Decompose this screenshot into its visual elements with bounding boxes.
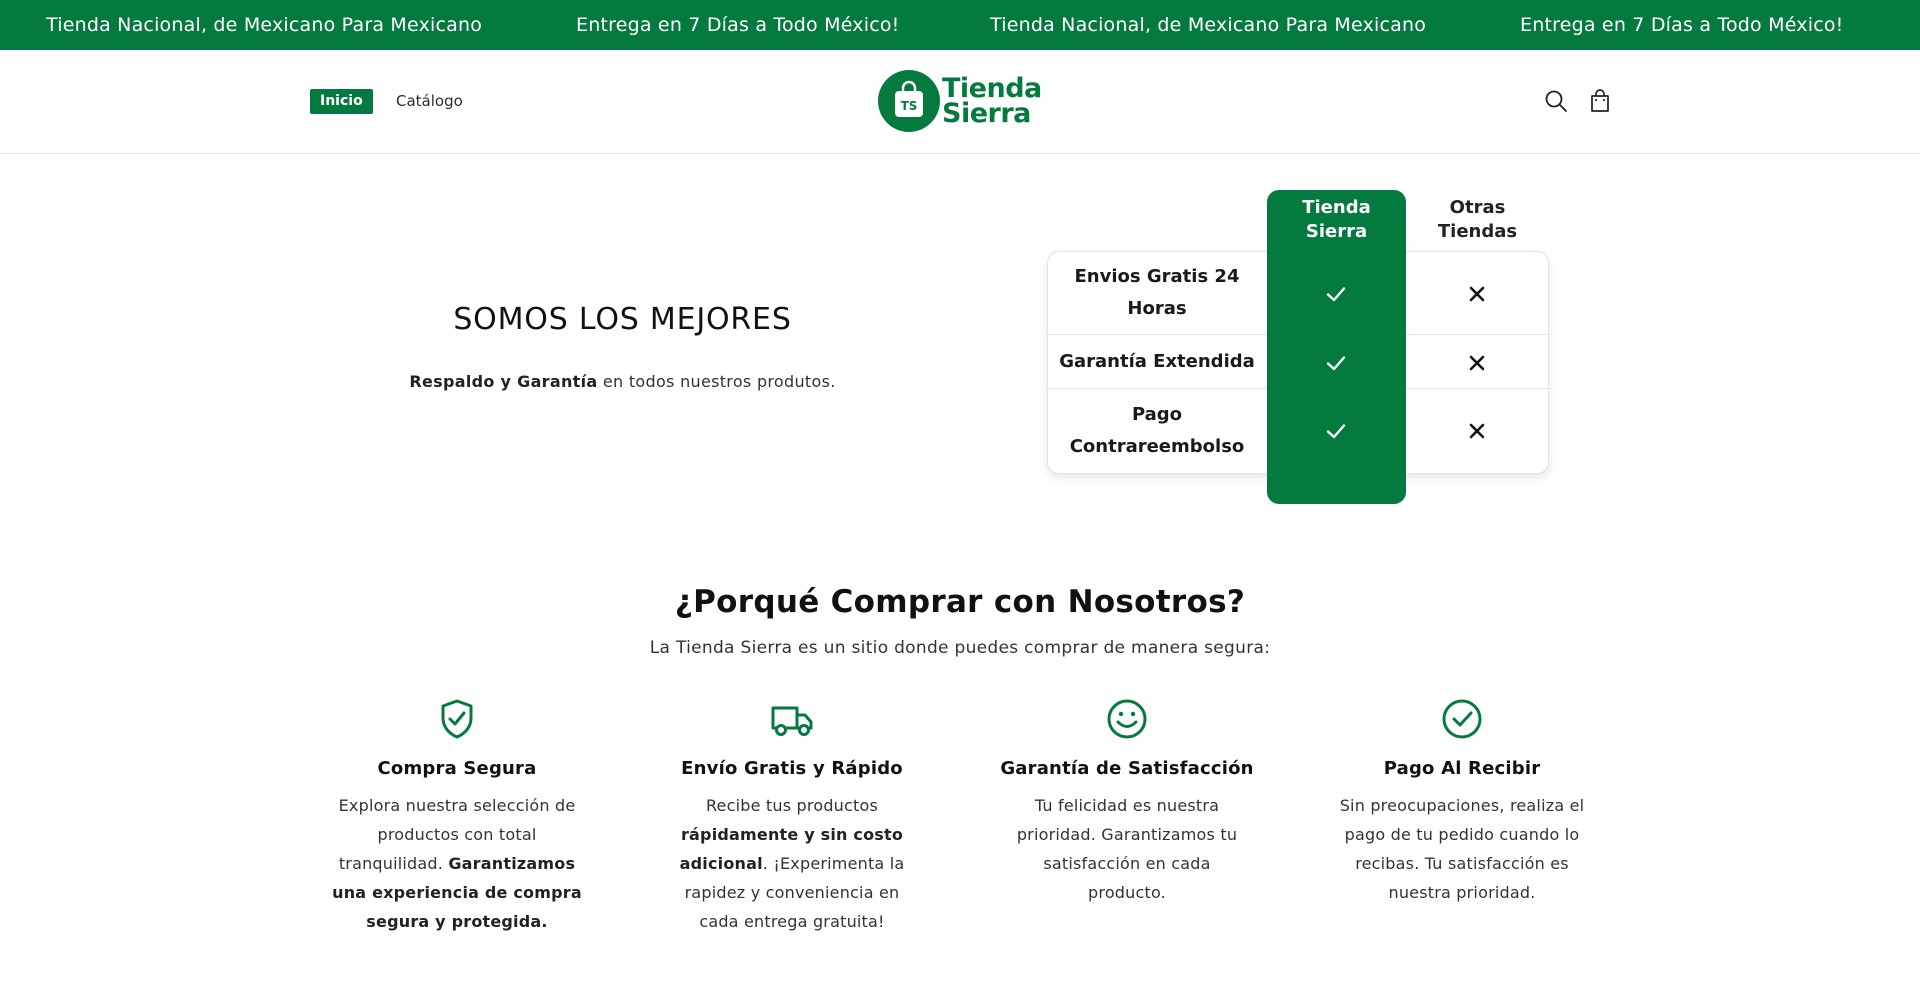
feature-description bbox=[987, 791, 1267, 907]
nav-link-catalogo[interactable]: Catálogo bbox=[396, 92, 463, 110]
feature-description-text: Explora nuestra selección de bbox=[338, 796, 576, 815]
feature-label-line: Pago bbox=[1131, 404, 1183, 425]
feature-description-line bbox=[652, 820, 932, 849]
feature-description-line bbox=[1322, 791, 1602, 820]
logo-text-line1: Tienda bbox=[942, 73, 1042, 104]
hero-subtitle bbox=[370, 372, 875, 391]
feature-description-text: . ¡Experimenta la bbox=[762, 854, 905, 873]
feature-description-line bbox=[652, 849, 932, 878]
feature-description-line bbox=[987, 791, 1267, 820]
check-icon bbox=[1325, 352, 1347, 374]
feature-title: Compra Segura bbox=[377, 758, 537, 779]
why-section-title: ¿Porqué Comprar con Nosotros? bbox=[674, 584, 1246, 620]
feature-description bbox=[317, 791, 597, 936]
feature-description-line bbox=[987, 878, 1267, 907]
shield-check-icon bbox=[435, 698, 479, 740]
check-icon bbox=[1325, 420, 1347, 442]
feature-description-text: tranquilidad. bbox=[338, 854, 449, 873]
feature-title: Garantía de Satisfacción bbox=[1000, 758, 1254, 779]
column-header-line: Tiendas bbox=[1437, 221, 1518, 242]
smile-icon bbox=[1105, 698, 1149, 740]
feature-description-line bbox=[652, 907, 932, 936]
logo-text-line2: Sierra bbox=[942, 98, 1031, 129]
feature-description-line bbox=[1322, 849, 1602, 878]
feature-description-bold: rápidamente y sin costo bbox=[680, 825, 904, 844]
announcement-message: Tienda Nacional, de Mexicano Para Mexicano bbox=[46, 14, 483, 36]
logo-badge bbox=[878, 70, 940, 132]
feature-description-text: satisfacción en cada bbox=[1043, 854, 1211, 873]
feature-description-line bbox=[317, 820, 597, 849]
feature-title: Envío Gratis y Rápido bbox=[681, 758, 903, 779]
x-icon bbox=[1466, 283, 1488, 305]
feature-description-text: producto. bbox=[1088, 883, 1166, 902]
feature-description-line bbox=[652, 791, 932, 820]
cart-icon[interactable] bbox=[1587, 88, 1613, 114]
feature-label-envios bbox=[1048, 261, 1266, 325]
x-icon bbox=[1466, 352, 1488, 374]
hero-subtitle-rest: en todos nuestros produtos. bbox=[597, 372, 836, 391]
feature-description-bold: adicional bbox=[679, 854, 763, 873]
feature-description-line bbox=[987, 820, 1267, 849]
feature-label-line: Contrareembolso bbox=[1069, 436, 1245, 457]
feature-description-text: productos con total bbox=[377, 825, 537, 844]
feature-description-line bbox=[652, 878, 932, 907]
shopping-bag-icon bbox=[892, 80, 926, 120]
feature-description-bold: Garantizamos bbox=[448, 854, 576, 873]
column-header-otras-tiendas bbox=[1406, 196, 1549, 244]
hero-subtitle-bold: Respaldo y Garantía bbox=[409, 372, 598, 391]
announcement-message: Tienda Nacional, de Mexicano Para Mexicano bbox=[990, 14, 1427, 36]
feature-description bbox=[652, 791, 932, 936]
hero-title: SOMOS LOS MEJORES bbox=[453, 302, 792, 337]
logo-badge-text: TS bbox=[900, 99, 918, 113]
feature-description-text: recibas. Tu satisfacción es bbox=[1355, 854, 1569, 873]
feature-description-line bbox=[317, 791, 597, 820]
feature-label-garantia bbox=[1048, 346, 1266, 378]
feature-description bbox=[1322, 791, 1602, 907]
feature-card-compra-segura bbox=[317, 698, 597, 936]
column-header-line: Otras bbox=[1449, 197, 1506, 218]
feature-description-text: Sin preocupaciones, realiza el bbox=[1339, 796, 1585, 815]
feature-description-bold: segura y protegida. bbox=[366, 912, 548, 931]
announcement-bar bbox=[0, 0, 1920, 50]
search-icon[interactable] bbox=[1543, 88, 1569, 114]
column-header-line: Tienda bbox=[1302, 197, 1371, 218]
feature-label-line: Garantía Extendida bbox=[1059, 351, 1255, 372]
feature-description-text: prioridad. Garantizamos tu bbox=[1016, 825, 1238, 844]
feature-description-text: nuestra prioridad. bbox=[1388, 883, 1536, 902]
check-icon bbox=[1325, 283, 1347, 305]
announcement-message: Entrega en 7 Días a Todo México! bbox=[1520, 14, 1844, 36]
feature-title: Pago Al Recibir bbox=[1383, 758, 1541, 779]
truck-icon bbox=[770, 698, 814, 740]
feature-description-line bbox=[987, 849, 1267, 878]
announcement-message: Entrega en 7 Días a Todo México! bbox=[576, 14, 900, 36]
feature-card-satisfaccion bbox=[987, 698, 1267, 907]
feature-description-bold: una experiencia de compra bbox=[332, 883, 582, 902]
nav-link-inicio[interactable]: Inicio bbox=[310, 89, 373, 114]
feature-description-text: Tu felicidad es nuestra bbox=[1034, 796, 1220, 815]
feature-description-text: cada entrega gratuita! bbox=[699, 912, 885, 931]
feature-description-text: pago de tu pedido cuando lo bbox=[1344, 825, 1580, 844]
feature-card-pago-al-recibir bbox=[1322, 698, 1602, 907]
column-header-line: Sierra bbox=[1305, 221, 1368, 242]
x-icon bbox=[1466, 420, 1488, 442]
column-header-tienda-sierra bbox=[1267, 196, 1406, 244]
feature-description-line bbox=[1322, 820, 1602, 849]
why-section-subtitle: La Tienda Sierra es un sitio donde puedes comprar de manera segura: bbox=[649, 638, 1271, 658]
feature-card-envio-gratis bbox=[652, 698, 932, 936]
feature-description-line bbox=[317, 849, 597, 878]
feature-description-line bbox=[317, 907, 597, 936]
feature-label-line: Horas bbox=[1127, 298, 1187, 319]
feature-description-text: Recibe tus productos bbox=[705, 796, 879, 815]
site-header bbox=[0, 50, 1920, 154]
feature-description-text: rapidez y conveniencia en bbox=[684, 883, 900, 902]
check-circle-icon bbox=[1440, 698, 1484, 740]
feature-label-pago bbox=[1048, 399, 1266, 463]
site-logo[interactable] bbox=[878, 70, 1042, 134]
feature-description-line bbox=[1322, 878, 1602, 907]
feature-label-line: Envios Gratis 24 bbox=[1074, 266, 1240, 287]
feature-description-line bbox=[317, 878, 597, 907]
